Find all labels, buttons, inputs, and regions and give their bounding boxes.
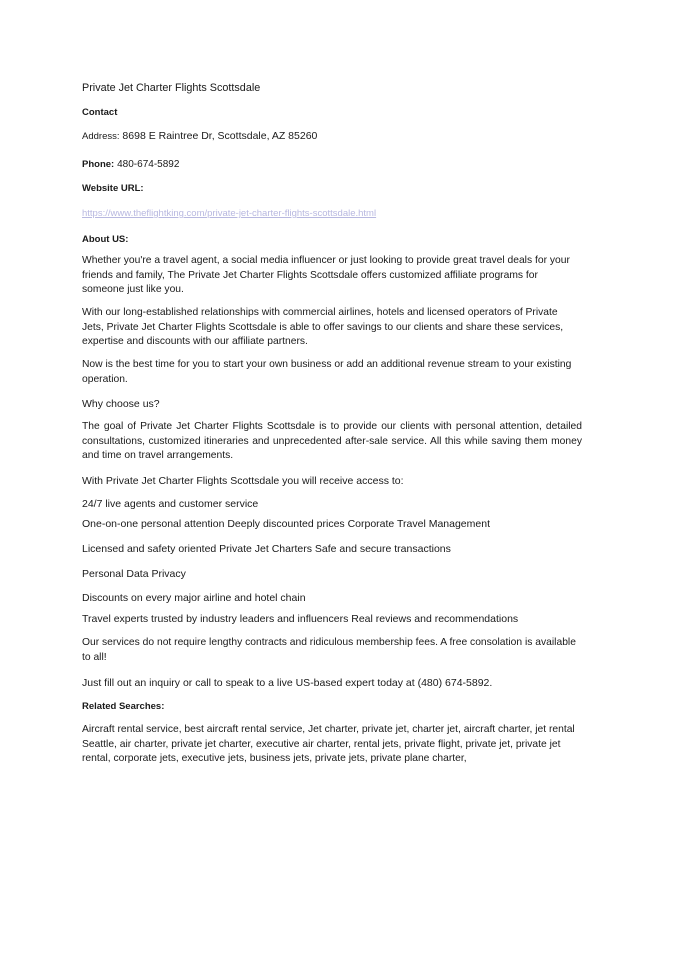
- feature-5: Discounts on every major airline and hotel chain: [82, 592, 306, 604]
- access-intro: With Private Jet Charter Flights Scottsdale you will receive access to:: [82, 475, 404, 487]
- related-searches-text: Aircraft rental service, best aircraft rental service, Jet charter, private jet, charter jet, aircraft charter, jet rental Seattle, air charter, private jet charter, executive air charter, rental jets, private flight, private jet, private jet rental, corporate jets, executive jets, business jets, private jets, private plane charter,: [82, 724, 575, 764]
- about-paragraph-3: Now is the best time for you to start your own business or add an additional revenue stream to your existing operation.: [82, 359, 572, 385]
- website-link[interactable]: https://www.theflightking.com/private-jet-charter-flights-scottsdale.html: [82, 208, 377, 219]
- why-paragraph: The goal of Private Jet Charter Flights Scottsdale is to provide our clients with personal attention, detailed consultations, customized itineraries and unprecedented after-sale service. All this while saving them money and time on travel arrangements.: [82, 421, 582, 461]
- feature-6: Travel experts trusted by industry leaders and influencers Real reviews and recommendations: [82, 613, 519, 625]
- page-title: Private Jet Charter Flights Scottsdale: [82, 82, 261, 94]
- address-line: [82, 129, 317, 144]
- related-heading: Related Searches:: [82, 701, 165, 712]
- about-paragraph-2: With our long-established relationships with commercial airlines, hotels and licensed operators of Private Jets, Private Jet Charter Flights Scottsdale is able to offer savings to our clients and share these services, expertise and discounts with our affiliate partners.: [82, 307, 564, 347]
- feature-2: One-on-one personal attention Deeply discounted prices Corporate Travel Management: [82, 518, 490, 530]
- why-heading: Why choose us?: [82, 398, 160, 410]
- phone-label: Phone:: [82, 159, 115, 170]
- address-label: Address:: [82, 131, 120, 142]
- feature-3: Licensed and safety oriented Private Jet Charters Safe and secure transactions: [82, 543, 451, 555]
- inquiry-line: Just fill out an inquiry or call to speak to a live US-based expert today at (480) 674-5892.: [82, 677, 493, 689]
- feature-1: 24/7 live agents and customer service: [82, 498, 259, 510]
- feature-4: Personal Data Privacy: [82, 568, 186, 580]
- contact-heading: Contact: [82, 107, 118, 118]
- about-paragraph-1: Whether you're a travel agent, a social media influencer or just looking to provide great travel deals for your friends and family, The Private Jet Charter Flights Scottsdale offers customized affiliate programs for someone just like you.: [82, 255, 570, 295]
- services-paragraph: Our services do not require lengthy contracts and ridiculous membership fees. A free consolation is available to all!: [82, 637, 576, 663]
- website-label: Website URL:: [82, 183, 144, 194]
- address-value: 8698 E Raintree Dr, Scottsdale, AZ 85260: [122, 130, 318, 142]
- phone-line: [82, 157, 179, 172]
- about-heading: About US:: [82, 234, 129, 245]
- phone-value: 480-674-5892: [117, 159, 180, 170]
